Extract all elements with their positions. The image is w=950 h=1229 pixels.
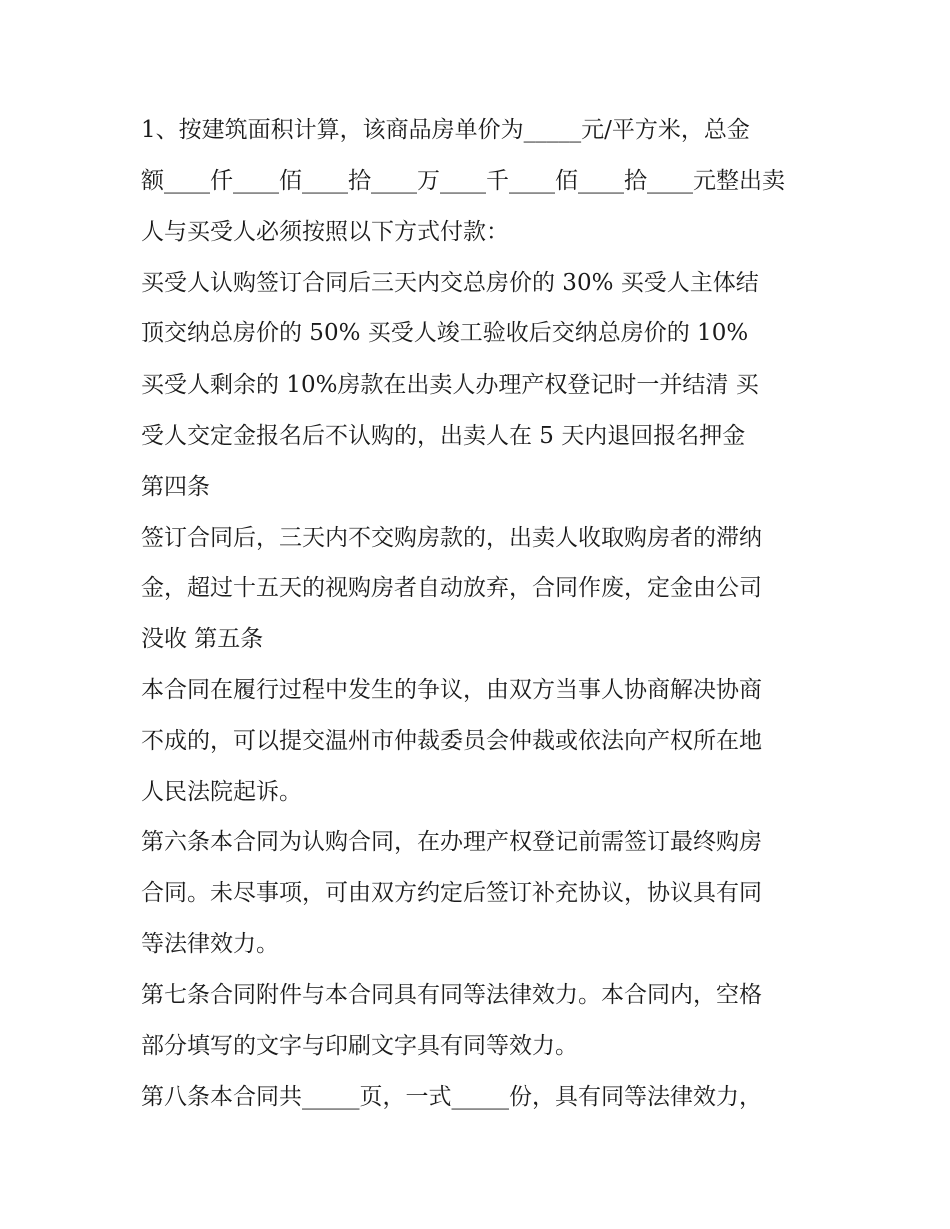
text-line: 买受人剩余的 10%房款在出卖人办理产权登记时一并结清 买 — [141, 372, 759, 398]
text-line: 人与买受人必须按照以下方式付款： — [141, 219, 509, 245]
text-line: 第七条合同附件与本合同具有同等法律效力。本合同内，空格 — [141, 982, 762, 1008]
text-line: 受人交定金报名后不认购的，出卖人在 5 天内退回报名押金 — [141, 423, 746, 449]
text-line: 1、按建筑面积计算，该商品房单价为_____元/平方米，总金 — [141, 117, 750, 143]
text-line: 签订合同后，三天内不交购房款的，出卖人收取购房者的滞纳 — [141, 525, 762, 551]
text-line: 合同。未尽事项，可由双方约定后签订补充协议，协议具有同 — [141, 880, 762, 906]
text-line: 没收 第五条 — [141, 626, 264, 652]
text-line: 不成的，可以提交温州市仲裁委员会仲裁或依法向产权所在地 — [141, 728, 762, 754]
section-heading: 第四条 — [141, 474, 210, 500]
text-line: 金，超过十五天的视购房者自动放弃，合同作废，定金由公司 — [141, 575, 762, 601]
text-line: 顶交纳总房价的 50% 买受人竣工验收后交纳总房价的 10% — [141, 320, 749, 346]
text-line: 第六条本合同为认购合同，在办理产权登记前需签订最终购房 — [141, 829, 762, 855]
text-line: 第八条本合同共_____页，一式_____份，具有同等法律效力， — [141, 1084, 762, 1110]
text-line: 额____仟____佰____拾____万____千____佰____拾____元整出卖 — [141, 168, 785, 194]
text-line: 部分填写的文字与印刷文字具有同等效力。 — [141, 1033, 578, 1059]
text-line: 人民法院起诉。 — [141, 779, 302, 805]
text-line: 等法律效力。 — [141, 931, 279, 957]
text-line: 买受人认购签订合同后三天内交总房价的 30% 买受人主体结 — [141, 270, 759, 296]
text-line: 本合同在履行过程中发生的争议，由双方当事人协商解决协商 — [141, 677, 762, 703]
